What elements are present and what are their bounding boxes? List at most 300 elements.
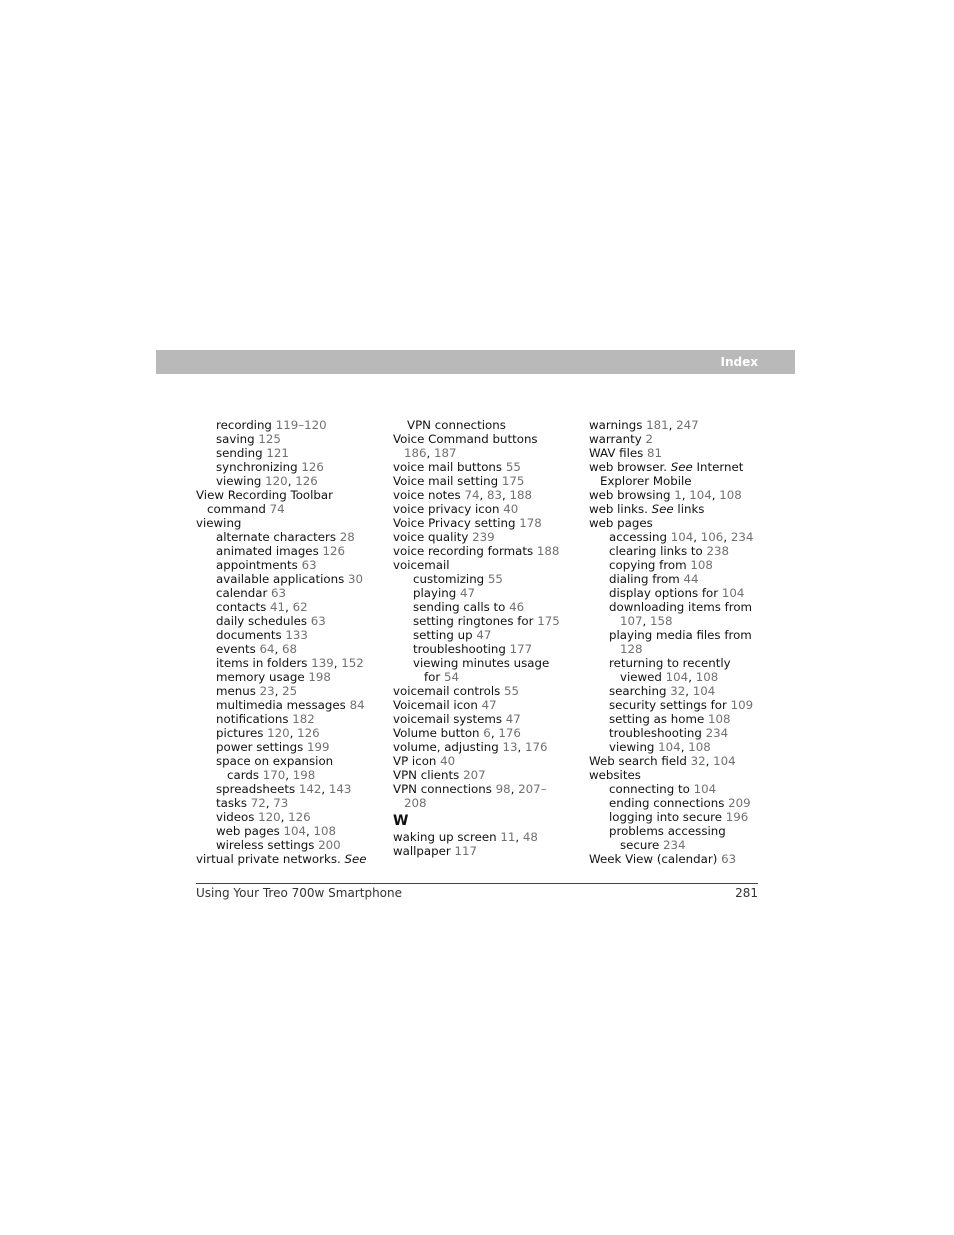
see-reference: See (651, 502, 674, 516)
entry-continuation (393, 446, 573, 460)
index-entry (589, 488, 769, 502)
page-reference: 83 (486, 488, 502, 502)
entry-term: videos (216, 810, 255, 824)
entry-continuation (609, 838, 769, 852)
page-reference: 188 (536, 544, 560, 558)
index-entry (589, 768, 769, 782)
index-subentry (196, 838, 376, 852)
page-reference: 104 (692, 684, 716, 698)
entry-term: display options for (609, 586, 719, 600)
index-entry (196, 852, 376, 866)
page-reference: 198 (308, 670, 331, 684)
index-subentry (196, 530, 376, 544)
page-reference: 126 (322, 544, 345, 558)
index-subentry (196, 670, 376, 684)
page-separator: , (711, 488, 720, 502)
index-subentry (589, 726, 769, 740)
page-reference: 54 (443, 670, 459, 684)
page-separator: , (693, 530, 701, 544)
page-reference: 108 (719, 488, 742, 502)
page-separator: , (705, 754, 714, 768)
entry-continuation (413, 670, 573, 684)
entry-term: calendar (216, 586, 268, 600)
page-reference: 32 (690, 754, 706, 768)
page-reference: 40 (503, 502, 519, 516)
page-reference: 104 (665, 670, 689, 684)
entry-term: View Recording Toolbar (196, 488, 333, 502)
page-reference: 207 (463, 768, 486, 782)
entry-term: Week View (calendar) (589, 852, 718, 866)
page-reference: 108 (695, 670, 719, 684)
entry-term: web browser. (589, 460, 668, 474)
index-entry (393, 544, 573, 558)
page-reference: 107 (620, 614, 643, 628)
index-subentry (196, 796, 376, 810)
entry-term: playing (413, 586, 457, 600)
page-reference: 176 (498, 726, 521, 740)
entry-term: setting as home (609, 712, 705, 726)
entry-term: copying from (609, 558, 687, 572)
page-reference: 208 (404, 796, 427, 810)
entry-term: pictures (216, 726, 264, 740)
see-reference: See (344, 852, 367, 866)
continuation-text: viewed (620, 670, 662, 684)
index-subentry (393, 656, 573, 684)
section-letter: W (393, 813, 409, 829)
page-reference: 207– (518, 782, 547, 796)
index-subentry (196, 810, 376, 824)
index-entry (393, 432, 573, 460)
index-subentry (589, 586, 769, 600)
see-target: links (677, 502, 705, 516)
page-reference: 143 (328, 782, 352, 796)
index-entry (393, 844, 573, 858)
section-title: Index (720, 355, 758, 369)
page-reference: 47 (481, 698, 497, 712)
entry-term: spreadsheets (216, 782, 296, 796)
page-reference: 40 (440, 754, 456, 768)
entry-term: setting ringtones for (413, 614, 534, 628)
entry-term: warnings (589, 418, 643, 432)
entry-term: web pages (216, 824, 280, 838)
page-reference: 133 (285, 628, 308, 642)
index-entry (393, 698, 573, 712)
entry-term: viewing (609, 740, 655, 754)
entry-term: volume, adjusting (393, 740, 499, 754)
entry-term: available applications (216, 572, 345, 586)
page-reference: 121 (266, 446, 289, 460)
index-subentry (196, 782, 376, 796)
entry-term: setting up (413, 628, 473, 642)
index-entry (589, 432, 769, 446)
index-entry (393, 768, 573, 782)
page-reference: 48 (522, 830, 538, 844)
page-reference: 187 (434, 446, 457, 460)
page-separator: , (515, 830, 523, 844)
page-reference: 73 (273, 796, 289, 810)
entry-term: voice notes (393, 488, 461, 502)
entry-term: wireless settings (216, 838, 315, 852)
index-column-1 (196, 418, 376, 866)
index-subentry (196, 684, 376, 698)
page-reference: 238 (706, 544, 729, 558)
page-reference: 209 (728, 796, 751, 810)
page-reference: 72 (250, 796, 266, 810)
page-reference: 196 (725, 810, 749, 824)
page-reference: 128 (620, 642, 643, 656)
entry-term: web pages (589, 516, 653, 530)
entry-continuation (609, 670, 769, 684)
entry-term: virtual private networks. (196, 852, 341, 866)
page-reference: 104 (670, 530, 694, 544)
page-separator: , (426, 446, 435, 460)
page-reference: 126 (288, 810, 311, 824)
page-reference: 152 (341, 656, 364, 670)
page-reference: 120 (265, 474, 288, 488)
page-reference: 175 (537, 614, 560, 628)
entry-term: waking up screen (393, 830, 497, 844)
entry-term: web browsing (589, 488, 671, 502)
page-reference: 55 (505, 460, 521, 474)
index-subentry (196, 558, 376, 572)
page-reference: 74 (464, 488, 480, 502)
page-reference: 188 (509, 488, 533, 502)
page-reference: 2 (645, 432, 653, 446)
index-subentry (589, 628, 769, 656)
page-separator: , (479, 488, 487, 502)
page-reference: 200 (318, 838, 341, 852)
page-reference: 44 (683, 572, 699, 586)
index-entry (393, 558, 573, 572)
page-reference: 108 (690, 558, 713, 572)
page-separator: , (490, 726, 499, 740)
page-separator: , (681, 488, 690, 502)
page-reference: 104 (721, 586, 745, 600)
page-reference: 104 (693, 782, 717, 796)
entry-term: synchronizing (216, 460, 298, 474)
index-entry (393, 488, 573, 502)
index-subentry (393, 628, 573, 642)
index-subentry (393, 614, 573, 628)
page-reference: 63 (310, 614, 326, 628)
footer-page-number: 281 (735, 886, 758, 900)
index-subentry (589, 782, 769, 796)
page-reference: 23 (259, 684, 275, 698)
page-reference: 247 (676, 418, 699, 432)
page-reference: 142 (298, 782, 322, 796)
index-subentry (589, 810, 769, 824)
index-entry (196, 488, 376, 516)
entry-continuation (393, 418, 573, 432)
page-reference: 74 (269, 502, 285, 516)
index-subentry (589, 544, 769, 558)
page-separator: , (685, 684, 693, 698)
page-reference: 126 (297, 726, 320, 740)
page-reference: 125 (258, 432, 281, 446)
page-reference: 176 (524, 740, 548, 754)
page-reference: 84 (349, 698, 365, 712)
index-subentry (196, 600, 376, 614)
page-separator: , (285, 600, 293, 614)
page-reference: 108 (313, 824, 337, 838)
footer-rule (196, 883, 758, 884)
entry-continuation (609, 642, 769, 656)
page-reference: 120 (258, 810, 281, 824)
index-subentry (196, 656, 376, 670)
page-separator: , (321, 782, 329, 796)
page-reference: 158 (650, 614, 673, 628)
page-separator: , (501, 488, 510, 502)
entry-term: items in folders (216, 656, 308, 670)
see-target: Internet (696, 460, 744, 474)
entry-term: space on expansion (216, 754, 334, 768)
index-entry (393, 502, 573, 516)
page-reference: 126 (301, 460, 324, 474)
entry-term: tasks (216, 796, 247, 810)
index-entry (393, 516, 573, 530)
index-subentry (196, 474, 376, 488)
page-reference: 55 (487, 572, 503, 586)
entry-term: WAV files (589, 446, 644, 460)
entry-term: Voicemail icon (393, 698, 478, 712)
page-reference: 104 (713, 754, 736, 768)
entry-term: wallpaper (393, 844, 451, 858)
index-subentry (196, 726, 376, 740)
index-column-2 (393, 418, 573, 858)
entry-term: logging into secure (609, 810, 723, 824)
continuation-text: secure (620, 838, 660, 852)
page-reference: 108 (707, 712, 731, 726)
index-subentry (196, 432, 376, 446)
page-reference: 62 (292, 600, 308, 614)
see-reference: See (670, 460, 693, 474)
page-reference: 106 (700, 530, 724, 544)
page-reference: 47 (505, 712, 521, 726)
entry-term: voice recording formats (393, 544, 534, 558)
entry-term: viewing minutes usage (413, 656, 550, 670)
page-reference: 46 (509, 600, 525, 614)
index-entry (393, 684, 573, 698)
page-reference: 6 (483, 726, 491, 740)
page-reference: 239 (472, 530, 495, 544)
page-separator: , (723, 530, 731, 544)
page-separator: , (306, 824, 314, 838)
page-separator: , (280, 810, 289, 824)
entry-term: recording (216, 418, 272, 432)
entry-term: alternate characters (216, 530, 337, 544)
page-reference: 119–120 (275, 418, 327, 432)
page-reference: 63 (271, 586, 287, 600)
page-separator: , (642, 614, 651, 628)
page-reference: 181 (646, 418, 669, 432)
page-separator: , (688, 670, 696, 684)
entry-term: dialing from (609, 572, 680, 586)
header-bar (156, 350, 795, 374)
entry-continuation (216, 768, 376, 782)
index-entry (589, 502, 769, 516)
index-subentry (196, 698, 376, 712)
index-subentry (393, 586, 573, 600)
entry-term: Voice Command buttons (393, 432, 538, 446)
page-separator: , (265, 796, 274, 810)
index-subentry (196, 642, 376, 656)
entry-continuation (589, 474, 769, 488)
entry-term: multimedia messages (216, 698, 346, 712)
page-reference: 120 (267, 726, 290, 740)
page-reference: 47 (476, 628, 492, 642)
page-reference: 199 (307, 740, 330, 754)
index-entry (393, 474, 573, 488)
index-subentry (196, 754, 376, 782)
continuation-text: for (424, 670, 441, 684)
index-subentry (196, 586, 376, 600)
index-subentry (589, 796, 769, 810)
entry-term: Voice Privacy setting (393, 516, 516, 530)
index-entry (393, 726, 573, 740)
page-reference: 117 (454, 844, 478, 858)
page-reference: 234 (730, 530, 754, 544)
page-reference: 55 (504, 684, 520, 698)
index-entry (393, 782, 573, 810)
index-entry (589, 446, 769, 460)
page-separator: , (287, 474, 296, 488)
entry-term: viewing (216, 474, 262, 488)
entry-continuation (196, 502, 376, 516)
entry-term: searching (609, 684, 667, 698)
index-subentry (589, 572, 769, 586)
entry-term: notifications (216, 712, 289, 726)
index-entry (393, 740, 573, 754)
index-subentry (589, 684, 769, 698)
entry-term: viewing (196, 516, 242, 530)
entry-term: VPN clients (393, 768, 460, 782)
page-reference: 234 (662, 838, 686, 852)
page-reference: 178 (519, 516, 542, 530)
entry-term: Web search field (589, 754, 687, 768)
entry-term: Voice mail setting (393, 474, 499, 488)
page-separator: , (274, 684, 283, 698)
entry-term: VP icon (393, 754, 437, 768)
entry-term: troubleshooting (413, 642, 506, 656)
entry-term: ending connections (609, 796, 725, 810)
entry-term: voice privacy icon (393, 502, 500, 516)
continuation-text: cards (227, 768, 259, 782)
entry-term: customizing (413, 572, 485, 586)
entry-term: voicemail controls (393, 684, 501, 698)
page-reference: 28 (339, 530, 355, 544)
index-subentry (393, 642, 573, 656)
page-reference: 64 (259, 642, 275, 656)
index-entry (393, 754, 573, 768)
entry-term: events (216, 642, 256, 656)
index-entry (589, 516, 769, 530)
continuation-text: command (207, 502, 266, 516)
index-subentry (196, 460, 376, 474)
entry-term: playing media files from (609, 628, 752, 642)
page-reference: 41 (270, 600, 286, 614)
page-reference: 126 (295, 474, 318, 488)
entry-term: connecting to (609, 782, 690, 796)
index-subentry (589, 558, 769, 572)
entry-term: downloading items from (609, 600, 753, 614)
entry-term: VPN connections (393, 782, 492, 796)
page-separator: , (333, 656, 342, 670)
page-separator: , (517, 740, 525, 754)
index-entry (196, 516, 376, 530)
index-subentry (196, 572, 376, 586)
index-subentry (589, 656, 769, 684)
index-subentry (589, 600, 769, 628)
entry-term: voicemail (393, 558, 450, 572)
entry-term: sending (216, 446, 263, 460)
entry-term: appointments (216, 558, 298, 572)
entry-term: Volume button (393, 726, 480, 740)
entry-continuation (393, 796, 573, 810)
index-subentry (196, 712, 376, 726)
index-subentry (393, 572, 573, 586)
page-reference: 98 (495, 782, 511, 796)
index-subentry (196, 446, 376, 460)
index-subentry (196, 628, 376, 642)
index-entry (393, 460, 573, 474)
entry-term: saving (216, 432, 255, 446)
index-subentry (589, 712, 769, 726)
index-entry (393, 530, 573, 544)
page-reference: 11 (500, 830, 516, 844)
entry-term: memory usage (216, 670, 305, 684)
page-reference: 234 (705, 726, 729, 740)
entry-term: clearing links to (609, 544, 703, 558)
continuation-text: VPN connections (407, 418, 506, 432)
page-reference: 186 (404, 446, 427, 460)
page-separator: , (510, 782, 519, 796)
index-subentry (196, 740, 376, 754)
page-reference: 170 (262, 768, 286, 782)
index-subentry (589, 698, 769, 712)
entry-term: returning to recently (609, 656, 731, 670)
entry-term: power settings (216, 740, 304, 754)
index-subentry (589, 530, 769, 544)
page-reference: 182 (292, 712, 315, 726)
index-entry (589, 852, 769, 866)
page-separator: , (668, 418, 677, 432)
entry-term: voicemail systems (393, 712, 503, 726)
page-separator: , (680, 740, 689, 754)
index-subentry (196, 614, 376, 628)
index-entry (393, 418, 573, 432)
entry-term: menus (216, 684, 256, 698)
entry-term: animated images (216, 544, 319, 558)
page-reference: 104 (689, 488, 712, 502)
index-subentry (196, 824, 376, 838)
footer-book-title: Using Your Treo 700w Smartphone (196, 886, 402, 900)
page-reference: 177 (509, 642, 533, 656)
index-subentry (589, 824, 769, 852)
page-reference: 139 (311, 656, 334, 670)
index-entry (589, 460, 769, 488)
index-subentry (393, 600, 573, 614)
page-reference: 32 (670, 684, 686, 698)
index-entry (589, 418, 769, 432)
index-subentry (196, 544, 376, 558)
index-entry (393, 830, 573, 844)
entry-term: daily schedules (216, 614, 308, 628)
entry-term: troubleshooting (609, 726, 702, 740)
entry-term: voice quality (393, 530, 469, 544)
index-entry (393, 712, 573, 726)
index-entry (589, 754, 769, 768)
page-reference: 25 (282, 684, 298, 698)
